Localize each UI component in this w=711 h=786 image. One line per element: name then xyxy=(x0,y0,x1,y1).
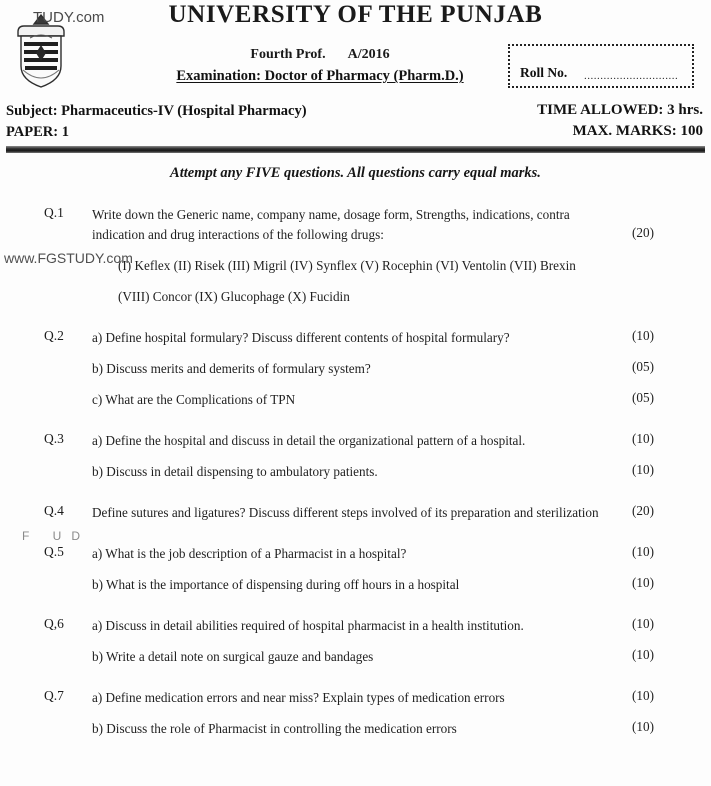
roll-no-box[interactable] xyxy=(508,44,694,88)
question-text: a) What is the job description of a Pharmacist in a hospital? xyxy=(92,546,407,561)
question-marks: (10) xyxy=(632,616,654,631)
exam-term: Fourth Prof. xyxy=(250,47,326,62)
subject-line: Subject: Pharmaceutics-IV (Hospital Pharmacy) xyxy=(6,103,307,119)
question-marks: (10) xyxy=(632,544,654,559)
time-allowed-line: TIME ALLOWED: 3 hrs. xyxy=(537,102,703,118)
question-text: Write down the Generic name, company name, dosage form, Strengths, indications, contra indication and drug interactions of the following drugs: xyxy=(92,207,570,242)
question-number: Q.5 xyxy=(44,544,64,559)
max-marks-line: MAX. MARKS: 100 xyxy=(572,123,703,139)
question-text: a) Define the hospital and discuss in detail the organizational pattern of a hospital. xyxy=(92,433,526,448)
question-marks: (10) xyxy=(632,328,654,343)
question-text: b) Discuss merits and demerits of formulary system? xyxy=(92,361,371,376)
question-marks: (10) xyxy=(632,647,654,662)
question-text: b) Write a detail note on surgical gauze and bandages xyxy=(92,649,374,664)
roll-no-field[interactable]: ............................. xyxy=(584,70,679,82)
exam-term-line xyxy=(150,47,490,63)
question-text: (I) Keflex (II) Risek (III) Migril (IV) Synflex (V) Rocephin (VI) Ventolin (VII) Brexin xyxy=(118,258,576,273)
instruction-line: Attempt any FIVE questions. All questions carry equal marks. xyxy=(170,165,541,181)
page-title: UNIVERSITY OF THE PUNJAB xyxy=(168,1,543,28)
question-number: Q.2 xyxy=(44,328,64,343)
question-marks: (20) xyxy=(632,225,654,240)
question-text: c) What are the Complications of TPN xyxy=(92,392,296,407)
watermark-middle: www.FGSTUDY.com xyxy=(4,250,133,266)
question-marks: (10) xyxy=(632,719,654,734)
question-marks: (20) xyxy=(632,503,654,518)
question-text: b) Discuss in detail dispensing to ambulatory patients. xyxy=(92,464,378,479)
question-marks: (10) xyxy=(632,688,654,703)
question-number: Q,6 xyxy=(44,616,64,631)
question-number: Q.1 xyxy=(44,205,64,220)
question-text: (VIII) Concor (IX) Glucophage (X) Fucidin xyxy=(118,289,350,304)
question-marks: (10) xyxy=(632,575,654,590)
watermark-q4-overlay: F UD xyxy=(22,529,90,543)
question-marks: (10) xyxy=(632,431,654,446)
roll-no-label: Roll No. xyxy=(520,65,568,80)
question-number: Q.3 xyxy=(44,431,64,446)
question-text: b) What is the importance of dispensing during off hours in a hospital xyxy=(92,577,460,592)
exam-session: A/2016 xyxy=(347,47,390,62)
question-marks: (10) xyxy=(632,462,654,477)
paper-line: PAPER: 1 xyxy=(6,124,69,140)
question-text: a) Discuss in detail abilities required of hospital pharmacist in a health institution. xyxy=(92,618,524,633)
question-marks: (05) xyxy=(632,390,654,405)
header-divider xyxy=(6,146,705,153)
question-text: a) Define medication errors and near miss? Explain types of medication errors xyxy=(92,690,505,705)
watermark-top: TUDY.com xyxy=(33,9,105,26)
question-marks: (05) xyxy=(632,359,654,374)
examination-line: Examination: Doctor of Pharmacy (Pharm.D.) xyxy=(176,68,464,84)
question-text: b) Discuss the role of Pharmacist in controlling the medication errors xyxy=(92,721,457,736)
question-text: Define sutures and ligatures? Discuss different steps involved of its preparation and sterilization xyxy=(92,505,599,520)
question-number: Q.7 xyxy=(44,688,64,703)
question-number: Q.4 xyxy=(44,503,64,518)
page-header xyxy=(0,0,711,152)
question-text: a) Define hospital formulary? Discuss different contents of hospital formulary? xyxy=(92,330,510,345)
